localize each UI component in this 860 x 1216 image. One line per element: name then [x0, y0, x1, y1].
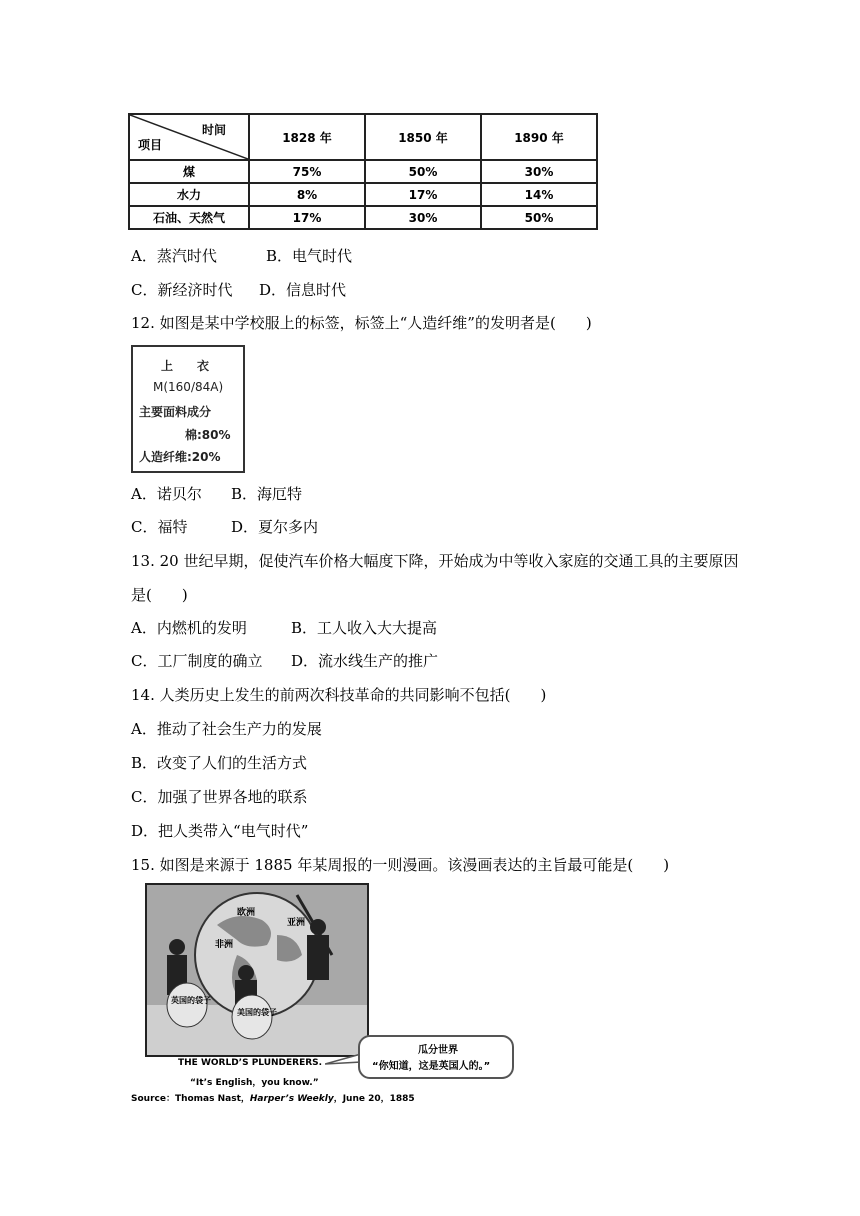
- cartoon-caption-title: THE WORLD’S PLUNDERERS.: [178, 1058, 323, 1068]
- table-row: [129, 160, 597, 183]
- option-d[interactable]: D．把人类带入“电气时代”: [131, 822, 309, 840]
- option-c[interactable]: C．加强了世界各地的联系: [131, 788, 308, 806]
- q15-stem: 15. 如图是来源于 1885 年某周报的一则漫画。该漫画表达的主旨最可能是( ): [131, 856, 670, 874]
- cartoon-drawing: [147, 885, 367, 1055]
- table-cell: 50%: [481, 206, 597, 229]
- corner-time-label: 时间: [201, 123, 226, 137]
- corner-item-label: 项目: [138, 138, 163, 152]
- q12-options-row1: [131, 484, 303, 504]
- cartoon-source: Source：Thomas Nast，Harper’s Weekly，June 20，1885: [131, 1094, 415, 1104]
- q13-stem-line1: 13. 20 世纪早期，促使汽车价格大幅度下降，开始成为中等收入家庭的交通工具的主要原因: [131, 552, 739, 570]
- option-c[interactable]: C．新经济时代: [131, 281, 233, 299]
- table-row: [129, 183, 597, 206]
- cartoon-label: 美国的袋子: [237, 1008, 277, 1017]
- year-header: 1850 年: [365, 114, 481, 160]
- q13-stem-line2: 是( ): [131, 586, 188, 604]
- table-cell: 30%: [481, 160, 597, 183]
- q11-options-row1: [131, 246, 353, 266]
- label-line: 人造纤维:20%: [139, 450, 221, 464]
- table-corner-cell: [129, 114, 249, 160]
- cartoon-label: 亚洲: [287, 918, 306, 928]
- cartoon-label: 英国的袋子: [171, 996, 211, 1005]
- cartoon-label: 非洲: [215, 940, 234, 950]
- cartoon-image: [145, 883, 369, 1057]
- table-cell: 8%: [249, 183, 365, 206]
- year-header: 1828 年: [249, 114, 365, 160]
- q11-options-row2: [131, 280, 347, 300]
- row-label: 水力: [129, 183, 249, 206]
- energy-table: [128, 113, 598, 230]
- table-cell: 14%: [481, 183, 597, 206]
- option-b[interactable]: B．工人收入大大提高: [291, 619, 438, 637]
- option-b[interactable]: B．海厄特: [231, 485, 303, 503]
- cartoon-label: 欧洲: [237, 908, 256, 918]
- option-d[interactable]: D．信息时代: [259, 281, 347, 299]
- option-a[interactable]: A．内燃机的发明: [131, 619, 247, 637]
- table-cell: 30%: [365, 206, 481, 229]
- row-label: 石油、天然气: [129, 206, 249, 229]
- option-a[interactable]: A．蒸汽时代: [131, 247, 217, 265]
- option-c[interactable]: C．福特: [131, 518, 188, 536]
- year-header: 1890 年: [481, 114, 597, 160]
- option-d[interactable]: D．夏尔多内: [231, 518, 319, 536]
- clothing-label-image: [131, 345, 245, 473]
- speech-bubble: [358, 1035, 514, 1079]
- option-a[interactable]: A．诺贝尔: [131, 485, 202, 503]
- label-line: M(160/84A): [153, 380, 224, 394]
- option-b[interactable]: B．改变了人们的生活方式: [131, 754, 308, 772]
- option-c[interactable]: C．工厂制度的确立: [131, 652, 263, 670]
- row-label: 煤: [129, 160, 249, 183]
- option-a[interactable]: A．推动了社会生产力的发展: [131, 720, 322, 738]
- bubble-title: 瓜分世界: [418, 1045, 458, 1056]
- cartoon-caption-quote: “It’s English，you know.”: [190, 1078, 319, 1088]
- q12-options-row2: [131, 517, 319, 537]
- q12-stem: 12. 如图是某中学校服上的标签，标签上“人造纤维”的发明者是( ): [131, 314, 592, 332]
- q14-stem: 14. 人类历史上发生的前两次科技革命的共同影响不包括( ): [131, 686, 547, 704]
- q13-options-row2: [131, 651, 439, 671]
- option-b[interactable]: B．电气时代: [266, 247, 353, 265]
- label-line: 主要面料成分: [139, 405, 212, 419]
- label-line: 上 衣: [161, 359, 210, 373]
- q13-options-row1: [131, 618, 438, 638]
- label-line: 棉:80%: [185, 428, 231, 442]
- bubble-text: “你知道，这是英国人的。”: [372, 1061, 491, 1072]
- table-cell: 50%: [365, 160, 481, 183]
- option-d[interactable]: D．流水线生产的推广: [291, 652, 439, 670]
- table-cell: 17%: [365, 183, 481, 206]
- table-row: [129, 206, 597, 229]
- table-cell: 75%: [249, 160, 365, 183]
- table-cell: 17%: [249, 206, 365, 229]
